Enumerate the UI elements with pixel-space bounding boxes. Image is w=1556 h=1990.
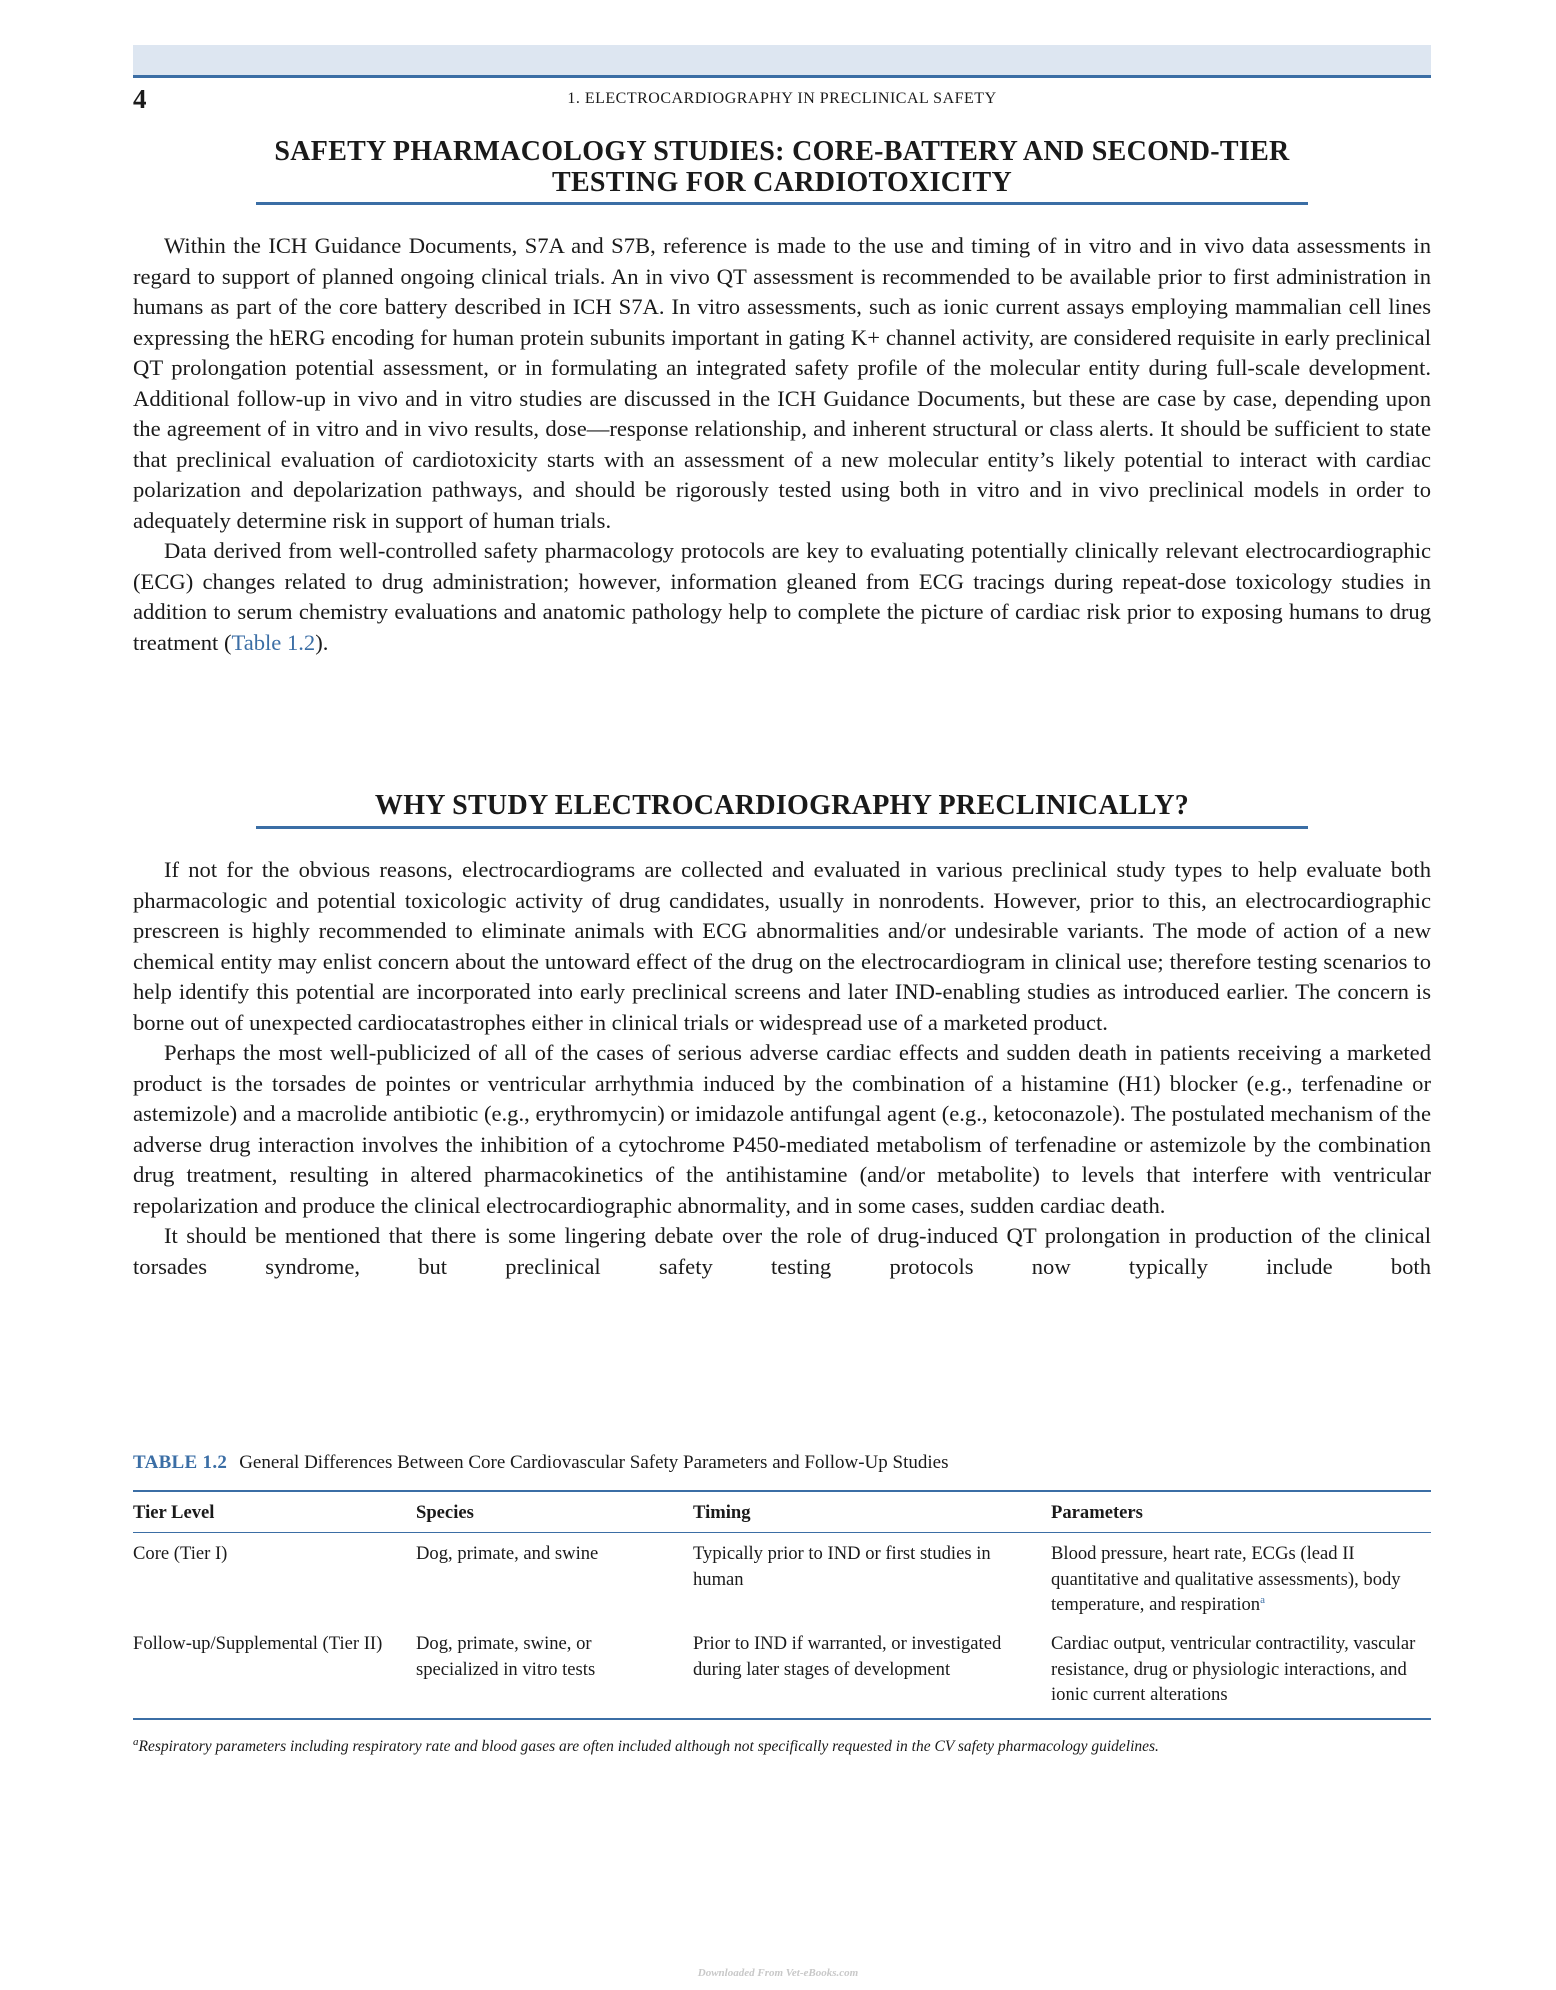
table-caption: [133, 1452, 948, 1474]
table-reference-link[interactable]: Table 1.2: [231, 629, 316, 655]
watermark: Downloaded From Vet-eBooks.com: [697, 1967, 859, 1979]
footnote-mark: a: [133, 1735, 139, 1748]
table-label: TABLE 1.2: [133, 1452, 228, 1473]
paragraph-text: ).: [315, 629, 329, 655]
table-header-species: Species: [416, 1502, 474, 1523]
table-header-rule: [133, 1532, 1431, 1533]
table-cell-species: Dog, primate, and swine: [416, 1543, 599, 1564]
header-band: [133, 45, 1431, 75]
running-head: 1. ELECTROCARDIOGRAPHY IN PRECLINICAL SAFETY: [567, 90, 997, 107]
table-cell-species: Dog, primate, swine, or specialized in vitro tests: [416, 1633, 596, 1680]
table-bottom-rule: [133, 1718, 1431, 1720]
section-title-rule: [256, 826, 1308, 829]
table-cell-tier: Follow-up/Supplemental (Tier II): [133, 1633, 383, 1654]
table-cell-parameters-text: Blood pressure, heart rate, ECGs (lead II quantitative and qualitative assessments), body temperature, and respiration: [1051, 1543, 1401, 1615]
paragraph: Within the ICH Guidance Documents, S7A and S7B, reference is made to the use and timing of in vitro and in vivo data assessments in regard to support of planned ongoing clinical trials. An in vivo QT assessment is recommended to be available prior to first administration in humans as part of the core battery described in ICH S7A. In vitro assessments, such as ionic current assays employing mammalian cell lines expressing the hERG encoding for human protein subunits important in gating K+ channel activity, are considered requisite in early preclinical QT prolongation potential assessment, or in formulating an integrated safety profile of the molecular entity during full-scale development. Additional follow-up in vivo and in vitro studies are discussed in the ICH Guidance Documents, but these are case by case, depending upon the agreement of in vitro and in vivo results, dose—response relationship, and inherent structural or class alerts. It should be sufficient to state that preclinical evaluation of cardiotoxicity starts with an assessment of a new molecular entity’s likely potential to interact with cardiac polarization and depolarization pathways, and should be rigorously tested using both in vitro and in vivo preclinical models in order to adequately determine risk in support of human trials.: [133, 233, 1431, 533]
table-header-parameters: Parameters: [1051, 1502, 1143, 1523]
footnote-marker[interactable]: a: [1260, 1593, 1265, 1606]
table-cell-parameters: Cardiac output, ventricular contractility, vascular resistance, drug or physiologic interactions, and ionic current alterations: [1051, 1633, 1416, 1705]
table-caption-text: General Differences Between Core Cardiovascular Safety Parameters and Follow-Up Studies: [239, 1452, 949, 1473]
section-title-line: TESTING FOR CARDIOTOXICITY: [551, 167, 1013, 198]
footnote-text: Respiratory parameters including respiratory rate and blood gases are often included although not specifically requested in the CV safety pharmacology guidelines.: [138, 1738, 1159, 1755]
paragraph: [133, 536, 1431, 658]
section-title-why-study-ecg: WHY STUDY ELECTROCARDIOGRAPHY PRECLINICALLY?: [374, 790, 1190, 821]
table-top-rule: [133, 1490, 1431, 1492]
section-title-safety-pharmacology: [133, 136, 1431, 198]
table-cell-tier: Core (Tier I): [133, 1543, 228, 1564]
section2-body: [133, 855, 1431, 1282]
section-title-line: SAFETY PHARMACOLOGY STUDIES: CORE-BATTERY AND SECOND-TIER: [274, 136, 1290, 167]
header-rule: [133, 75, 1431, 78]
table-footnote: [133, 1735, 1431, 1756]
table-header-tier-level: Tier Level: [133, 1502, 215, 1523]
table-cell-timing: Typically prior to IND or first studies in human: [693, 1543, 991, 1590]
paragraph: It should be mentioned that there is some lingering debate over the role of drug-induced QT prolongation in production of the clinical torsades syndrome, but preclinical safety testing protocols now typically include both: [133, 1223, 1431, 1279]
section1-body: [133, 231, 1431, 658]
table-cell-timing: Prior to IND if warranted, or investigated during later stages of development: [693, 1633, 1002, 1680]
table-cell-parameters: [1051, 1541, 1431, 1618]
paragraph: Perhaps the most well-publicized of all of the cases of serious adverse cardiac effects and sudden death in patients receiving a marketed product is the torsades de pointes or ventricular arrhythmia induced by the combination of a histamine (H1) blocker (e.g., terfenadine or astemizole) and a macrolide antibiotic (e.g., erythromycin) or imidazole antifungal agent (e.g., ketoconazole). The postulated mechanism of the adverse drug interaction involves the inhibition of a cytochrome P450-mediated metabolism of terfenadine or astemizole by the combination drug treatment, resulting in altered pharmacokinetics of the antihistamine (and/or metabolite) to levels that interfere with ventricular repolarization and produce the clinical electrocardiographic abnormality, and in some cases, sudden cardiac death.: [133, 1040, 1431, 1218]
page-number: 4: [133, 84, 147, 114]
section-title-rule: [256, 202, 1308, 205]
paragraph-text: Data derived from well-controlled safety pharmacology protocols are key to evaluating potentially clinically relevant electrocardiographic (ECG) changes related to drug administration; however, information gleaned from ECG tracings during repeat-dose toxicology studies in addition to serum chemistry evaluations and anatomic pathology help to complete the picture of cardiac risk prior to exposing humans to drug treatment (: [133, 538, 1431, 655]
paragraph: If not for the obvious reasons, electrocardiograms are collected and evaluated in various preclinical study types to help evaluate both pharmacologic and potential toxicologic activity of drug candidates, usually in nonrodents. However, prior to this, an electrocardiographic prescreen is highly recommended to eliminate animals with ECG abnormalities and/or undesirable variants. The mode of action of a new chemical entity may enlist concern about the untoward effect of the drug on the electrocardiogram in clinical use; therefore testing scenarios to help identify this potential are incorporated into early preclinical screens and later IND-enabling studies as introduced earlier. The concern is borne out of unexpected cardiocatastrophes either in clinical trials or widespread use of a marketed product.: [133, 857, 1431, 1035]
table-header-timing: Timing: [693, 1502, 751, 1523]
